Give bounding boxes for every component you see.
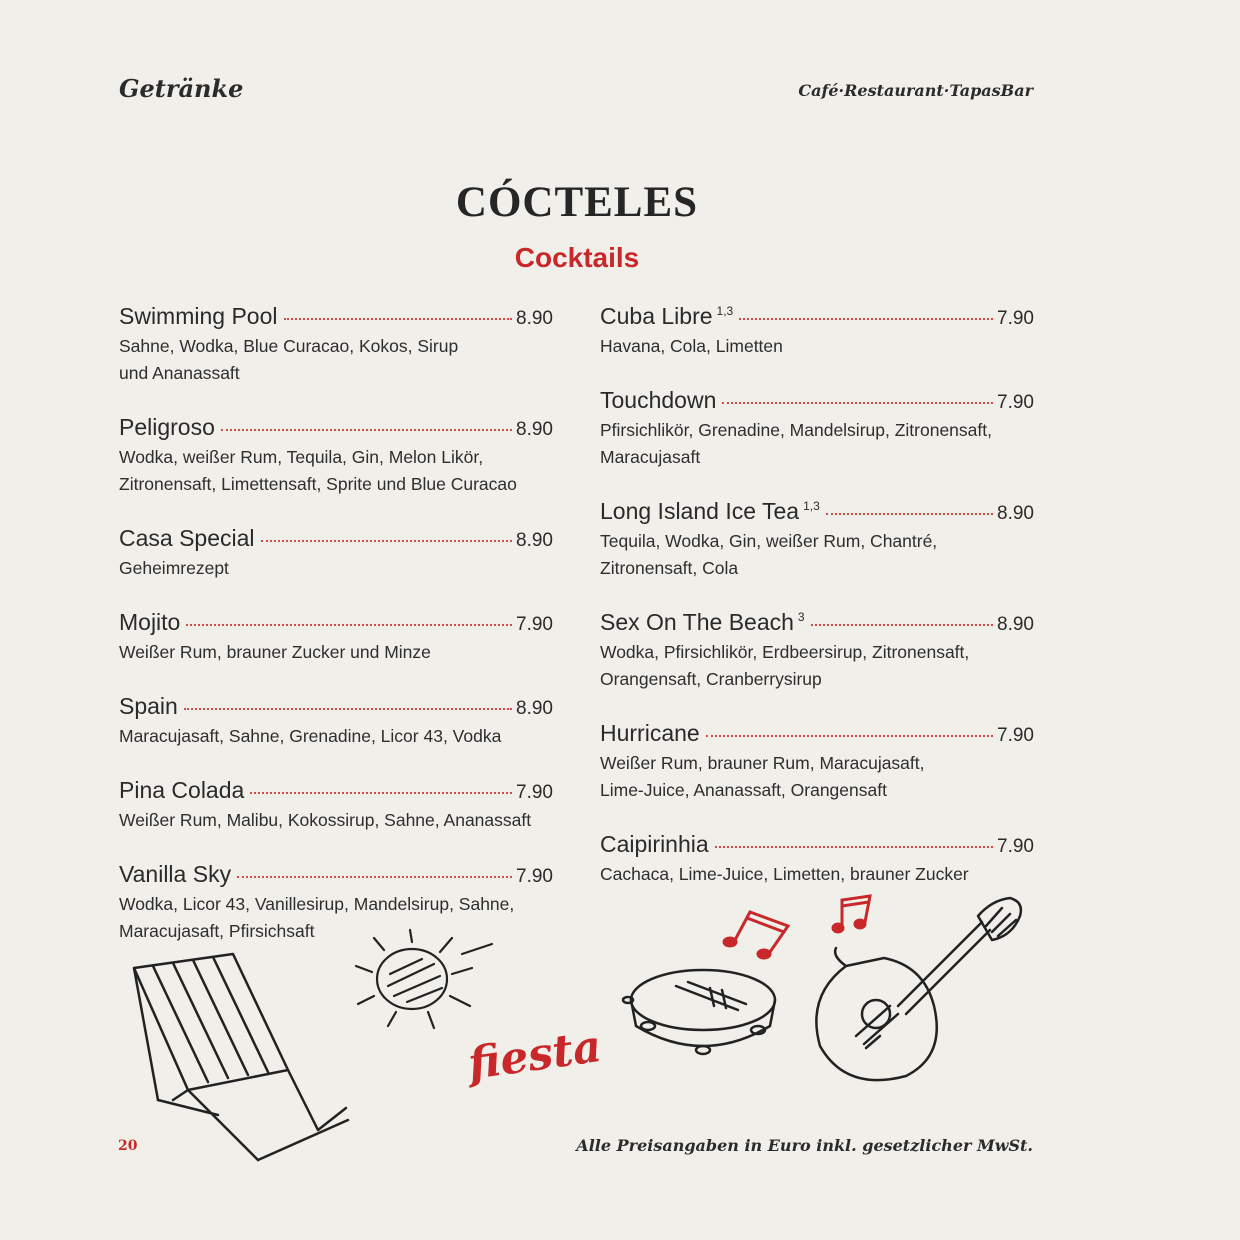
menu-item — [119, 303, 553, 387]
menu-item-name-text: Casa Special — [119, 525, 255, 551]
dotted-leader — [186, 624, 512, 626]
dotted-leader — [706, 735, 993, 737]
description-line: Maracujasaft, Pfirsichsaft — [119, 921, 315, 941]
menu-item-price: 8.90 — [997, 503, 1034, 524]
description-line: Sahne, Wodka, Blue Curacao, Kokos, Sirup — [119, 336, 459, 356]
deck-chair-icon — [128, 950, 358, 1170]
mandolin-icon — [806, 896, 1030, 1090]
dotted-leader — [250, 792, 512, 794]
menu-item-row — [119, 303, 553, 333]
menu-item — [600, 303, 1034, 360]
description-line: Geheimrezept — [119, 558, 229, 578]
menu-item-name-text: Hurricane — [600, 720, 700, 746]
menu-column-left — [119, 303, 553, 945]
description-line: Havana, Cola, Limetten — [600, 336, 783, 356]
menu-item-price: 8.90 — [516, 530, 553, 551]
dotted-leader — [261, 540, 512, 542]
description-line: Zitronensaft, Limettensaft, Sprite und Blue Curacao — [119, 474, 517, 494]
menu-item-name — [600, 609, 805, 636]
menu-item — [600, 720, 1034, 804]
menu-item-price: 8.90 — [997, 614, 1034, 635]
description-line: Pfirsichlikör, Grenadine, Mandelsirup, Zitronensaft, — [600, 420, 992, 440]
menu-item-price: 8.90 — [516, 308, 553, 329]
menu-item — [600, 831, 1034, 888]
menu-item-name — [119, 693, 178, 720]
description-line: Weißer Rum, brauner Zucker und Minze — [119, 642, 431, 662]
menu-item-description — [600, 750, 1034, 804]
menu-item-description — [119, 555, 553, 582]
menu-item-description — [119, 444, 553, 498]
menu-item — [600, 387, 1034, 471]
menu-item-row — [119, 525, 553, 555]
menu-item-price: 7.90 — [997, 836, 1034, 857]
menu-item-name — [600, 303, 733, 330]
menu-item-footnote: 3 — [797, 610, 805, 624]
description-line: Weißer Rum, brauner Rum, Maracujasaft, — [600, 753, 925, 773]
dotted-leader — [284, 318, 513, 320]
menu-item-name-text: Cuba Libre — [600, 303, 713, 329]
menu-item-name-text: Mojito — [119, 609, 181, 635]
menu-item-name — [600, 387, 716, 414]
menu-item-name — [119, 414, 215, 441]
dotted-leader — [811, 624, 993, 626]
description-line: Zitronensaft, Cola — [600, 558, 739, 578]
description-line: Wodka, Licor 43, Vanillesirup, Mandelsirup, Sahne, — [119, 894, 515, 914]
menu-item-price: 7.90 — [516, 614, 553, 635]
menu-item-name — [119, 777, 244, 804]
menu-item-description — [600, 639, 1034, 693]
menu-item-row — [600, 720, 1034, 750]
menu-item-name-text: Long Island Ice Tea — [600, 498, 800, 524]
menu-item-row — [119, 609, 553, 639]
menu-item-description — [600, 528, 1034, 582]
menu-item-name — [600, 498, 820, 525]
price-note: Alle Preisangaben in Euro inkl. gesetzlicher MwSt. — [576, 1136, 1033, 1155]
dotted-leader — [221, 429, 512, 431]
menu-item — [600, 609, 1034, 693]
page-title: CÓCTELES — [455, 179, 699, 226]
menu-item-price: 8.90 — [516, 698, 553, 719]
section-label: Getränke — [119, 74, 244, 103]
menu-item-name-text: Peligroso — [119, 414, 215, 440]
menu-item — [119, 609, 553, 666]
menu-item-name — [119, 525, 255, 552]
menu-item-name — [600, 831, 709, 858]
description-line: Weißer Rum, Malibu, Kokossirup, Sahne, Ananassaft — [119, 810, 532, 830]
dotted-leader — [715, 846, 993, 848]
menu-item-name-text: Sex On The Beach — [600, 609, 794, 635]
menu-item-price: 7.90 — [997, 308, 1034, 329]
menu-item — [119, 777, 553, 834]
menu-item-price: 7.90 — [516, 866, 553, 887]
description-line: und Ananassaft — [119, 363, 240, 383]
menu-item-row — [119, 693, 553, 723]
menu-item-name-text: Touchdown — [600, 387, 717, 413]
menu-item — [119, 525, 553, 582]
menu-item — [119, 414, 553, 498]
menu-item-footnote: 1,3 — [716, 304, 734, 318]
menu-item-row — [119, 414, 553, 444]
menu-item-row — [600, 303, 1034, 333]
menu-item-price: 7.90 — [997, 392, 1034, 413]
sun-icon — [352, 924, 502, 1034]
description-line: Lime-Juice, Ananassaft, Orangensaft — [600, 780, 887, 800]
dotted-leader — [237, 876, 512, 878]
menu-item-description — [600, 333, 1034, 360]
menu-item-description — [119, 639, 553, 666]
menu-item — [119, 693, 553, 750]
menu-item-description — [119, 333, 553, 387]
fiesta-lettering: fiesta — [465, 1020, 605, 1091]
menu-item-row — [600, 609, 1034, 639]
menu-item-footnote: 1,3 — [803, 499, 820, 513]
menu-item-name — [119, 303, 278, 330]
dotted-leader — [739, 318, 993, 320]
menu-item-price: 8.90 — [516, 419, 553, 440]
menu-item-description — [119, 723, 553, 750]
description-line: Cachaca, Lime-Juice, Limetten, brauner Zucker — [600, 864, 969, 884]
page-subtitle: Cocktails — [514, 242, 640, 273]
menu-item-description — [600, 417, 1034, 471]
dotted-leader — [826, 513, 993, 515]
menu-item-row — [119, 861, 553, 891]
description-line: Wodka, weißer Rum, Tequila, Gin, Melon Likör, — [119, 447, 484, 467]
menu-item-name — [600, 720, 700, 747]
menu-column-right — [600, 303, 1034, 888]
description-line: Tequila, Wodka, Gin, weißer Rum, Chantré, — [600, 531, 938, 551]
menu-item-name-text: Pina Colada — [119, 777, 245, 803]
description-line: Maracujasaft, Sahne, Grenadine, Licor 43, Vodka — [119, 726, 502, 746]
menu-item-name-text: Vanilla Sky — [119, 861, 232, 887]
menu-item-row — [600, 387, 1034, 417]
description-line: Wodka, Pfirsichlikör, Erdbeersirup, Zitronensaft, — [600, 642, 970, 662]
page-number: 20 — [118, 1138, 138, 1154]
menu-item-name-text: Caipirinhia — [600, 831, 709, 857]
menu-item-row — [600, 498, 1034, 528]
dotted-leader — [184, 708, 512, 710]
menu-item-row — [600, 831, 1034, 861]
menu-item-row — [119, 777, 553, 807]
description-line: Maracujasaft — [600, 447, 701, 467]
venue-name: Café·Restaurant·TapasBar — [798, 81, 1033, 100]
menu-item-name-text: Spain — [119, 693, 178, 719]
menu-item-price: 7.90 — [997, 725, 1034, 746]
description-line: Orangensaft, Cranberrysirup — [600, 669, 822, 689]
menu-item-description — [600, 861, 1034, 888]
menu-item-price: 7.90 — [516, 782, 553, 803]
menu-item — [600, 498, 1034, 582]
menu-item-description — [119, 807, 553, 834]
dotted-leader — [722, 402, 993, 404]
menu-item-name — [119, 609, 180, 636]
tambourine-icon — [618, 966, 788, 1066]
menu-item-name-text: Swimming Pool — [119, 303, 278, 329]
menu-item-name — [119, 861, 231, 888]
